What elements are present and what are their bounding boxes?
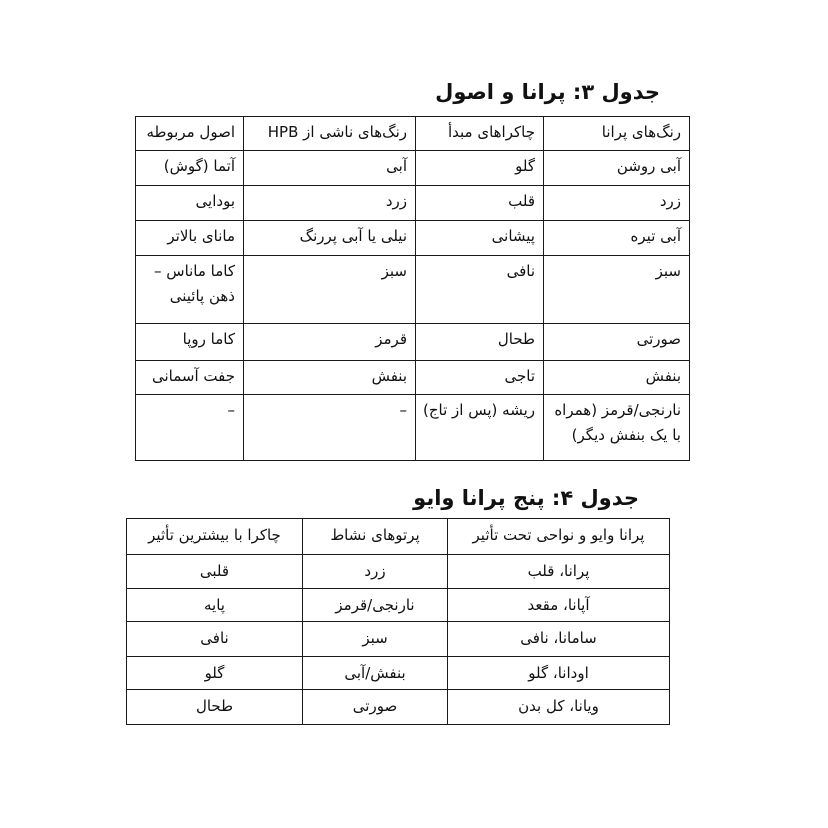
header-cell: پرانا وایو و نواحی تحت تأثیر [448, 519, 670, 555]
table-row [136, 186, 690, 221]
table-cell: کاما ماناس – ذهن پائینی [136, 256, 244, 324]
table-cell: طحال [416, 324, 544, 361]
table-cell: پایه [127, 589, 303, 622]
header-cell: اصول مربوطه [136, 117, 244, 151]
table-cell: آبی تیره [544, 221, 690, 256]
table-cell: پرانا، قلب [448, 555, 670, 589]
table-cell: طحال [127, 690, 303, 725]
table-cell: نیلی یا آبی پررنگ [244, 221, 416, 256]
table-row [136, 324, 690, 361]
table-row [136, 256, 690, 324]
header-cell: رنگ‌های پرانا [544, 117, 690, 151]
table-row [136, 361, 690, 395]
table-cell: – [244, 395, 416, 461]
table-cell: پیشانی [416, 221, 544, 256]
prana-principles-table [135, 116, 690, 461]
table-row [136, 151, 690, 186]
table-cell: نارنجی/قرمز [303, 589, 448, 622]
table-cell: زرد [303, 555, 448, 589]
table-cell: قلبی [127, 555, 303, 589]
header-cell: رنگ‌های ناشی از HPB [244, 117, 416, 151]
table-cell: صورتی [303, 690, 448, 725]
table-cell: بنفش [244, 361, 416, 395]
table-cell: بنفش/آبی [303, 657, 448, 690]
header-cell: چاکرا با بیشترین تأثیر [127, 519, 303, 555]
prana-vayu-table [126, 518, 670, 725]
table-cell: اودانا، گلو [448, 657, 670, 690]
table-cell: تاجی [416, 361, 544, 395]
table-cell: آبی روشن [544, 151, 690, 186]
table-cell: جفت آسمانی [136, 361, 244, 395]
table-cell: ریشه (پس از تاج) [416, 395, 544, 461]
table-header-row [136, 117, 690, 151]
table-row [136, 221, 690, 256]
table-cell: سامانا، نافی [448, 622, 670, 657]
table-row [127, 657, 670, 690]
table-3-title: جدول ۳: پرانا و اصول [435, 80, 660, 104]
table-row [127, 589, 670, 622]
table-cell: بنفش [544, 361, 690, 395]
table-cell: قلب [416, 186, 544, 221]
table-row [136, 395, 690, 461]
table-cell: زرد [244, 186, 416, 221]
table-cell: سبز [244, 256, 416, 324]
table-cell: آتما (گوش) [136, 151, 244, 186]
table-cell: نارنجی/قرمز (همراه با یک بنفش دیگر) [544, 395, 690, 461]
table-cell: آپانا، مقعد [448, 589, 670, 622]
header-cell: چاکراهای مبدأ [416, 117, 544, 151]
table-cell: بودایی [136, 186, 244, 221]
table-cell: گلو [127, 657, 303, 690]
table-cell: زرد [544, 186, 690, 221]
table-row [127, 690, 670, 725]
table-cell: مانای بالاتر [136, 221, 244, 256]
table-cell: – [136, 395, 244, 461]
table-cell: قرمز [244, 324, 416, 361]
table-cell: صورتی [544, 324, 690, 361]
table-row [127, 555, 670, 589]
table-row [127, 622, 670, 657]
table-header-row [127, 519, 670, 555]
table-cell: سبز [303, 622, 448, 657]
table-cell: گلو [416, 151, 544, 186]
table-4-title: جدول ۴: پنج پرانا وایو [413, 486, 639, 510]
table-cell: ویانا، کل بدن [448, 690, 670, 725]
table-cell: نافی [127, 622, 303, 657]
header-cell: پرتوهای نشاط [303, 519, 448, 555]
table-cell: سبز [544, 256, 690, 324]
table-cell: آبی [244, 151, 416, 186]
table-cell: نافی [416, 256, 544, 324]
table-cell: کاما روپا [136, 324, 244, 361]
